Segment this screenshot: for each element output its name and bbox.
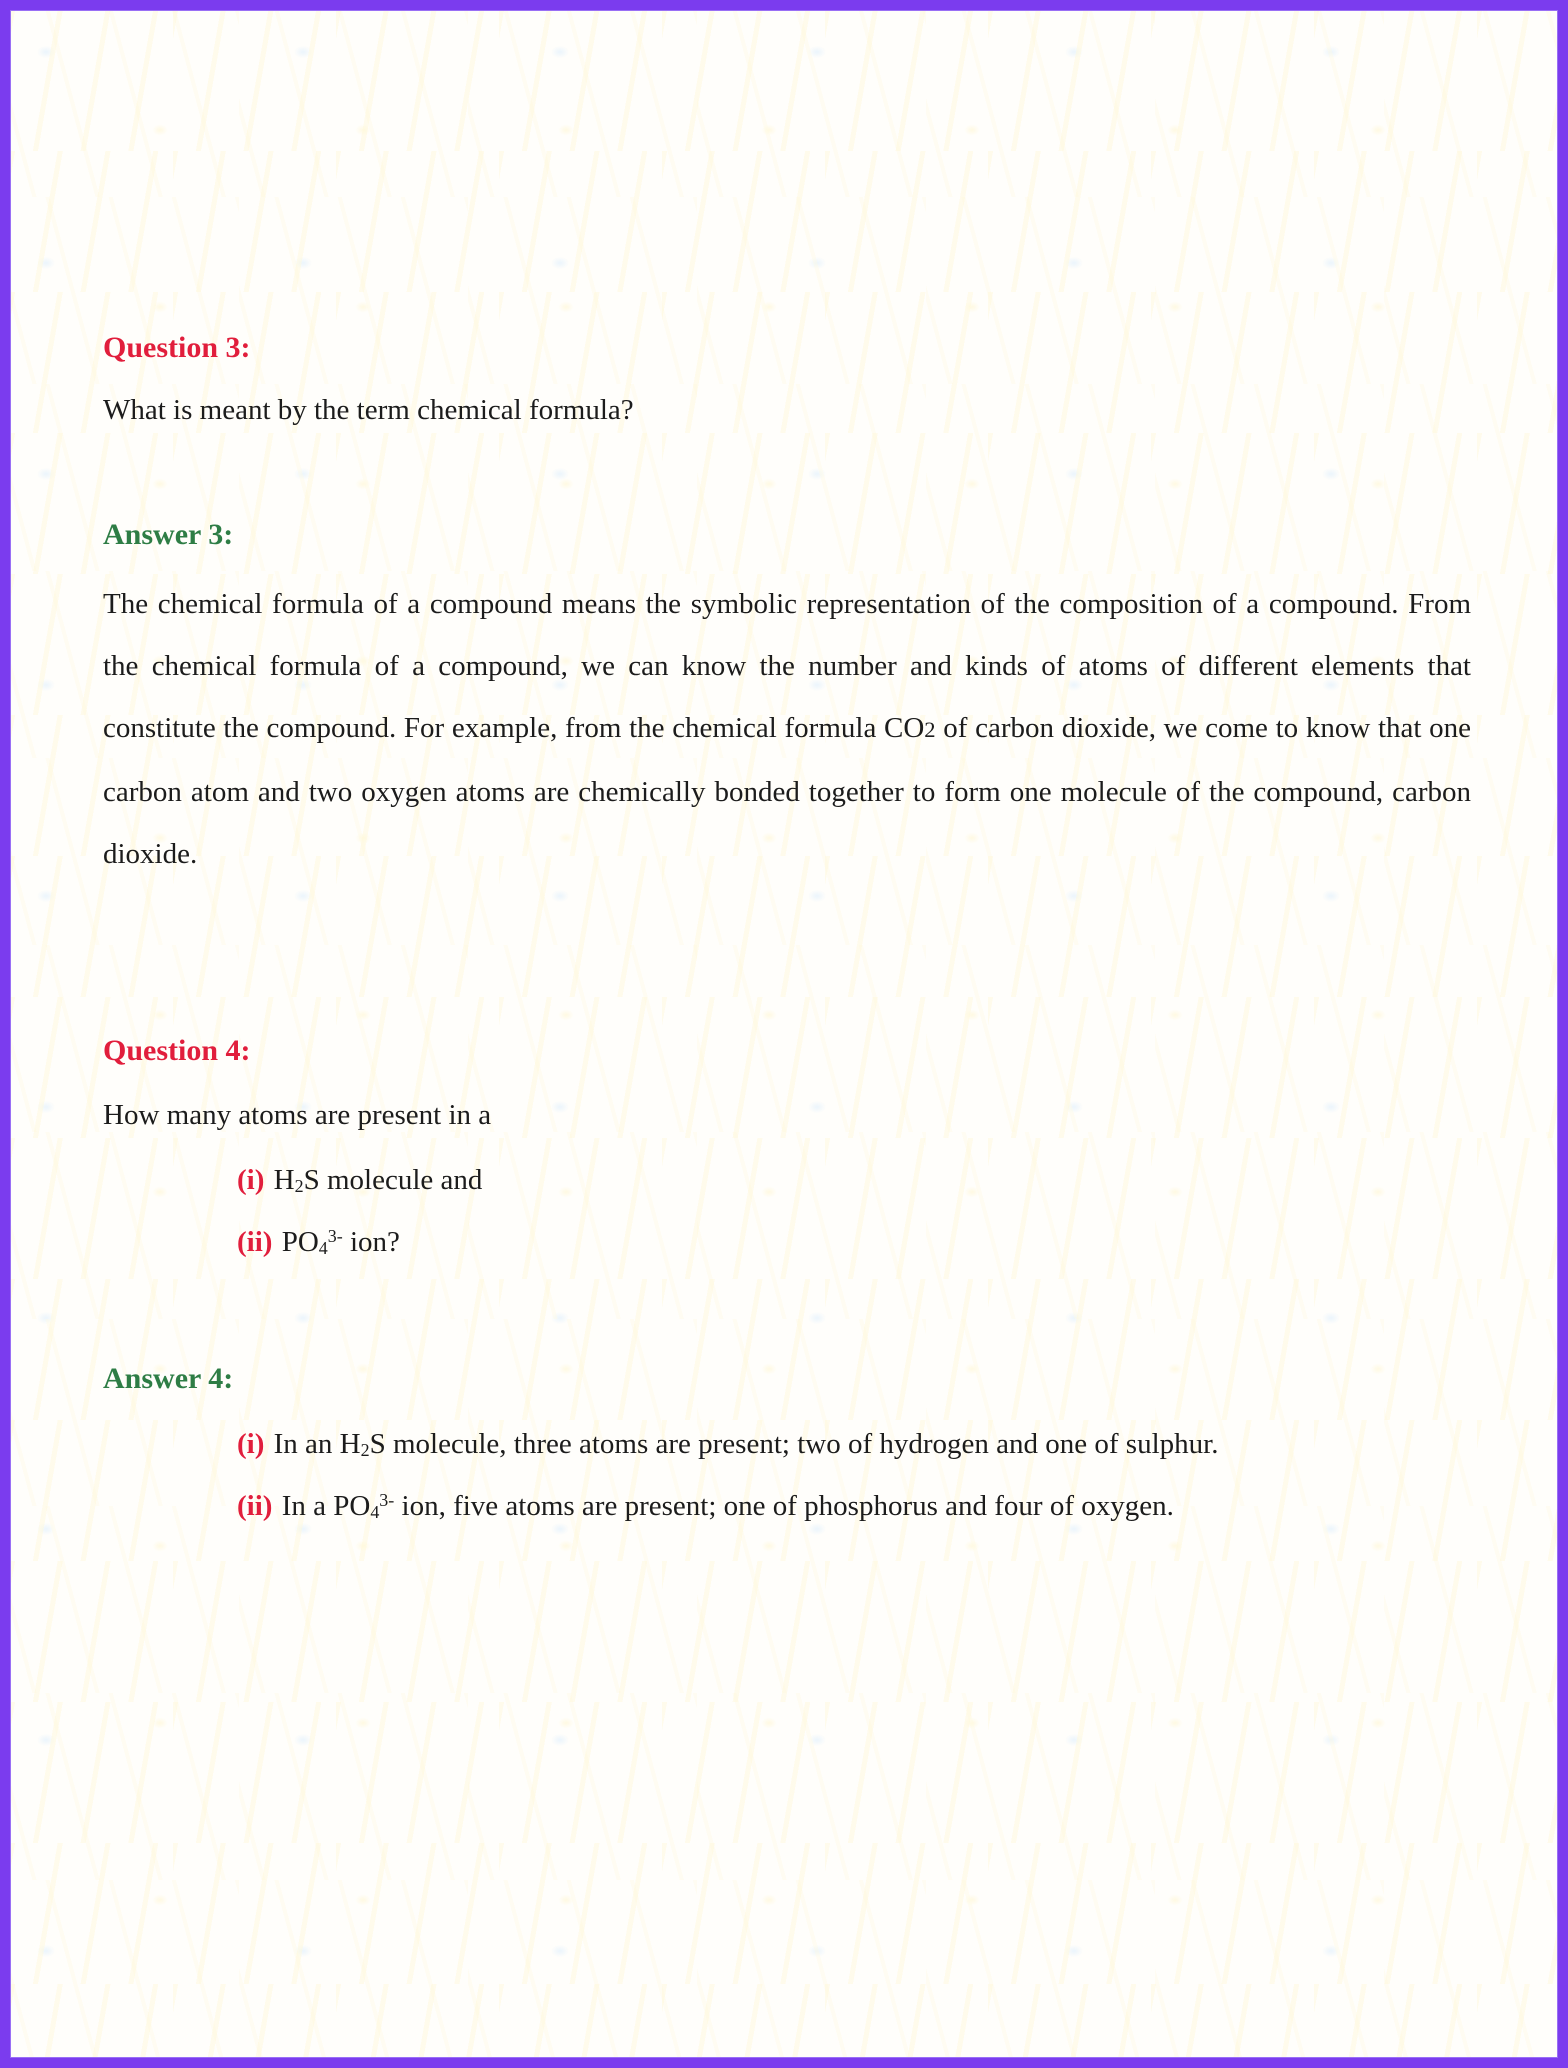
po4-subscript: 4 xyxy=(318,1238,328,1259)
answer4-item-ii-pre: In a PO xyxy=(281,1490,371,1522)
question4-text: How many atoms are present in a xyxy=(103,1099,492,1131)
question4-item-i-text: S molecule and xyxy=(303,1164,483,1196)
po4-superscript: 3- xyxy=(327,1226,343,1247)
answer-h2s-subscript: 2 xyxy=(360,1440,370,1461)
question3-heading: Question 3: xyxy=(103,331,251,364)
answer3-text-after-formula: of carbon dioxide, we come to know that one carbon atom and two oxygen atoms are chemically bonded together to form one molecule of the compound, carbon dioxide. xyxy=(103,712,1471,870)
answer4-item-i-text: S molecule, three atoms are present; two of hydrogen and one of sulphur. xyxy=(369,1428,1219,1460)
answer-item-ii-marker: (ii) xyxy=(237,1490,273,1522)
answer3-section xyxy=(103,515,1471,885)
question4-item-i xyxy=(237,1149,1465,1211)
item-i-marker: (i) xyxy=(237,1164,265,1196)
answer3-text-before-formula: The chemical formula of a compound means the symbolic representation of the composition of a compound. From the chemical formula of a compound, we can know the number and kinds of atoms of different elements that constitute the compound. For example, from the chemical formula CO xyxy=(103,588,1471,744)
question4-item-ii-text: ion? xyxy=(342,1226,400,1258)
question4-section xyxy=(103,1031,1465,1273)
question3-section xyxy=(103,328,1465,430)
question4-item-list xyxy=(103,1149,1465,1273)
answer3-heading: Answer 3: xyxy=(103,518,234,551)
question3-text: What is meant by the term chemical formula? xyxy=(103,394,634,426)
answer4-heading: Answer 4: xyxy=(103,1362,234,1395)
answer4-item-i-pre: In an H xyxy=(273,1428,361,1460)
answer-po4-superscript: 3- xyxy=(379,1490,395,1511)
co2-formula-digit: 2 xyxy=(924,717,936,742)
answer-po4-subscript: 4 xyxy=(370,1502,380,1523)
answer3-paragraph xyxy=(103,573,1471,885)
po4-formula-po: PO xyxy=(281,1226,319,1258)
h2s-subscript: 2 xyxy=(294,1176,304,1197)
answer4-section xyxy=(103,1359,1465,1537)
answer4-item-list xyxy=(103,1413,1465,1537)
question4-item-ii xyxy=(237,1211,1465,1273)
question4-heading: Question 4: xyxy=(103,1034,251,1067)
answer4-item-ii-text: ion, five atoms are present; one of phosphorus and four of oxygen. xyxy=(394,1490,1174,1522)
answer-item-i-marker: (i) xyxy=(237,1428,265,1460)
item-ii-marker: (ii) xyxy=(237,1226,273,1258)
answer4-item-i xyxy=(237,1413,1465,1475)
h2s-formula-h: H xyxy=(273,1164,295,1196)
answer4-item-ii xyxy=(237,1475,1465,1537)
